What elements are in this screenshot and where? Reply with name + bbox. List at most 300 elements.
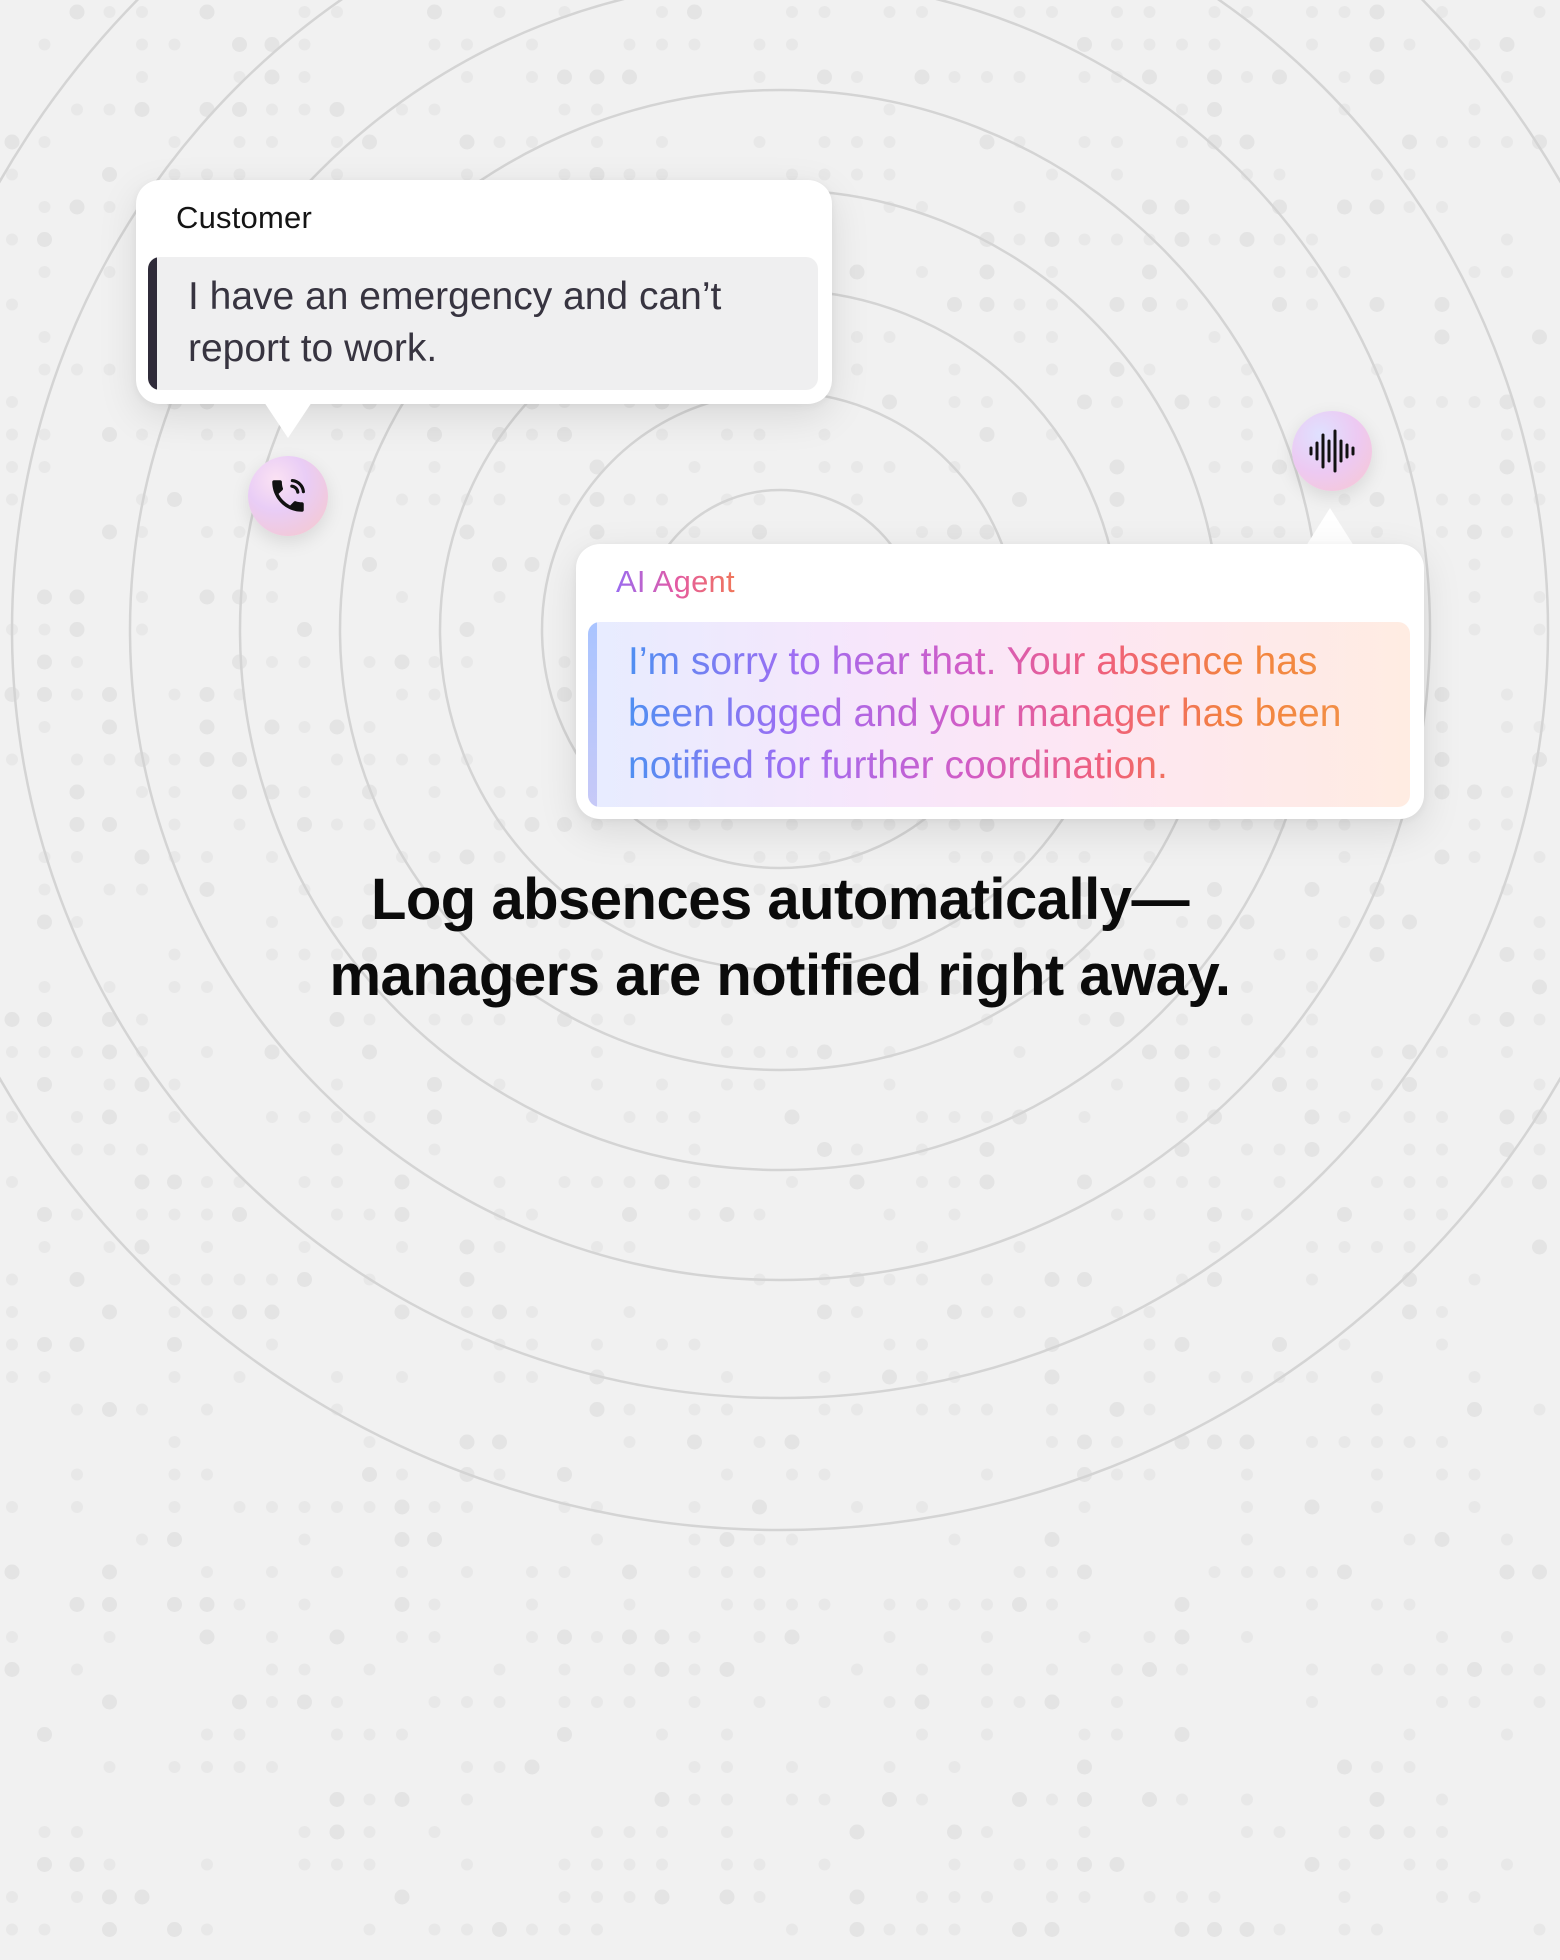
background-dot — [949, 1924, 961, 1936]
background-dot — [37, 1857, 52, 1872]
background-dot — [949, 1534, 961, 1546]
background-dot — [1176, 299, 1188, 311]
background-dot — [1209, 396, 1221, 408]
background-dot — [494, 786, 506, 798]
background-dot — [102, 1922, 117, 1937]
background-dot — [1370, 5, 1385, 20]
background-dot — [37, 1207, 52, 1222]
background-dot — [1046, 1859, 1058, 1871]
background-dot — [1404, 201, 1416, 213]
background-dot — [135, 1175, 150, 1190]
background-dot — [1469, 819, 1481, 831]
background-dot — [721, 1599, 733, 1611]
background-dot — [429, 1144, 441, 1156]
background-dot — [1014, 1566, 1026, 1578]
background-dot — [1501, 819, 1513, 831]
background-dot — [1046, 331, 1058, 343]
background-dot — [1274, 1924, 1286, 1936]
background-dot — [364, 656, 376, 668]
background-dot — [1404, 1859, 1416, 1871]
background-dot — [850, 265, 865, 280]
background-dot — [559, 1696, 571, 1708]
background-dot — [494, 494, 506, 506]
background-dot — [39, 136, 51, 148]
background-dot — [71, 1046, 83, 1058]
background-dot — [234, 1599, 246, 1611]
background-dot — [1046, 1599, 1058, 1611]
background-dot — [135, 1077, 150, 1092]
background-dot — [104, 201, 116, 213]
background-dot — [1079, 234, 1091, 246]
background-dot — [819, 136, 831, 148]
background-dot — [299, 39, 311, 51]
background-dot — [6, 1046, 18, 1058]
background-dot — [1240, 1435, 1255, 1450]
background-dot — [102, 1110, 117, 1125]
background-dot — [330, 1825, 345, 1840]
background-dot — [1501, 1859, 1513, 1871]
background-dot — [265, 70, 280, 85]
background-dot — [754, 1079, 766, 1091]
background-dot — [331, 1729, 343, 1741]
background-dot — [6, 169, 18, 181]
background-dot — [1046, 299, 1058, 311]
background-dot — [721, 1371, 733, 1383]
background-dot — [754, 1631, 766, 1643]
background-dot — [1404, 1436, 1416, 1448]
background-dot — [331, 429, 343, 441]
background-dot — [1176, 1111, 1188, 1123]
customer-quote-bar — [148, 257, 157, 390]
background-dot — [102, 1890, 117, 1905]
background-dot — [884, 1631, 896, 1643]
background-dot — [71, 1404, 83, 1416]
background-dot — [949, 1209, 961, 1221]
background-dot — [656, 1111, 668, 1123]
background-dot — [364, 1436, 376, 1448]
background-dot — [136, 39, 148, 51]
background-dot — [591, 1534, 603, 1546]
background-dot — [102, 1565, 117, 1580]
background-dot — [916, 1599, 928, 1611]
background-dot — [232, 102, 247, 117]
background-dot — [70, 1857, 85, 1872]
background-dot — [1110, 1402, 1125, 1417]
background-dot — [39, 1826, 51, 1838]
background-dot — [1305, 1857, 1320, 1872]
background-dot — [1370, 37, 1385, 52]
background-dot — [1175, 1922, 1190, 1937]
background-dot — [884, 1924, 896, 1936]
background-dot — [1404, 1761, 1416, 1773]
background-dot — [1436, 526, 1448, 538]
background-dot — [980, 1175, 995, 1190]
background-dot — [1110, 1012, 1125, 1027]
background-dot — [330, 1012, 345, 1027]
background-dot — [1436, 1469, 1448, 1481]
background-dot — [396, 1371, 408, 1383]
background-dot — [656, 1826, 668, 1838]
background-dot — [1144, 1631, 1156, 1643]
background-dot — [104, 1144, 116, 1156]
background-dot — [884, 1696, 896, 1708]
background-dot — [526, 429, 538, 441]
background-dot — [656, 169, 668, 181]
background-dot — [689, 1566, 701, 1578]
background-dot — [1176, 1891, 1188, 1903]
background-dot — [1077, 1175, 1092, 1190]
background-dot — [1306, 1664, 1318, 1676]
background-dot — [1534, 1696, 1546, 1708]
agent-quote-bar — [588, 622, 597, 807]
background-dot — [1532, 1240, 1547, 1255]
background-dot — [1436, 1794, 1448, 1806]
background-dot — [819, 1599, 831, 1611]
background-dot — [1111, 1664, 1123, 1676]
background-dot — [916, 266, 928, 278]
background-dot — [884, 169, 896, 181]
background-dot — [689, 1794, 701, 1806]
background-dot — [37, 655, 52, 670]
background-dot — [330, 102, 345, 117]
background-dot — [1274, 1144, 1286, 1156]
background-dot — [70, 1337, 85, 1352]
background-dot — [6, 494, 18, 506]
background-dot — [884, 1079, 896, 1091]
background-dot — [39, 331, 51, 343]
background-dot — [169, 1306, 181, 1318]
background-dot — [1175, 1727, 1190, 1742]
background-dot — [5, 687, 20, 702]
background-dot — [71, 104, 83, 116]
background-dot — [1467, 785, 1482, 800]
background-dot — [232, 1305, 247, 1320]
background-dot — [200, 720, 215, 735]
background-dot — [331, 1859, 343, 1871]
background-dot — [331, 1209, 343, 1221]
background-dot — [754, 429, 766, 441]
background-dot — [201, 1046, 213, 1058]
background-dot — [232, 1695, 247, 1710]
background-dot — [1306, 234, 1318, 246]
background-dot — [624, 1111, 636, 1123]
background-dot — [721, 1729, 733, 1741]
background-dot — [1371, 1599, 1383, 1611]
background-dot — [786, 6, 798, 18]
background-dot — [1371, 1079, 1383, 1091]
background-dot — [266, 1274, 278, 1286]
background-dot — [39, 624, 51, 636]
background-dot — [494, 1761, 506, 1773]
background-dot — [754, 1436, 766, 1448]
background-dot — [1046, 1664, 1058, 1676]
background-dot — [949, 1111, 961, 1123]
background-dot — [1500, 1565, 1515, 1580]
background-dot — [559, 656, 571, 668]
background-dot — [200, 5, 215, 20]
background-dot — [622, 1565, 637, 1580]
background-dot — [851, 1501, 863, 1513]
background-dot — [655, 1662, 670, 1677]
background-dot — [102, 1045, 117, 1060]
background-dot — [37, 1012, 52, 1027]
background-dot — [1435, 330, 1450, 345]
background-dot — [1144, 6, 1156, 18]
background-dot — [1501, 429, 1513, 441]
background-dot — [689, 1176, 701, 1188]
background-dot — [102, 817, 117, 832]
background-dot — [1077, 37, 1092, 52]
background-dot — [1436, 1891, 1448, 1903]
background-dot — [297, 1272, 312, 1287]
background-dot — [786, 169, 798, 181]
background-dot — [234, 1729, 246, 1741]
background-dot — [1274, 494, 1286, 506]
background-dot — [1404, 1599, 1416, 1611]
background-dot — [1046, 1436, 1058, 1448]
background-dot — [1404, 396, 1416, 408]
background-dot — [1079, 1014, 1091, 1026]
background-dot — [981, 1696, 993, 1708]
background-dot — [1175, 1337, 1190, 1352]
background-dot — [201, 1469, 213, 1481]
background-dot — [167, 1337, 182, 1352]
background-dot — [1142, 1662, 1157, 1677]
background-dot — [1370, 1792, 1385, 1807]
background-dot — [396, 1729, 408, 1741]
background-dot — [234, 429, 246, 441]
background-dot — [721, 1826, 733, 1838]
background-dot — [882, 1792, 897, 1807]
background-dot — [915, 70, 930, 85]
background-dot — [721, 1761, 733, 1773]
background-dot — [1045, 1922, 1060, 1937]
background-dot — [1209, 6, 1221, 18]
background-dot — [1469, 136, 1481, 148]
background-dot — [6, 1924, 18, 1936]
background-dot — [981, 1631, 993, 1643]
background-dot — [1077, 1435, 1092, 1450]
background-dot — [916, 1339, 928, 1351]
background-dot — [981, 396, 993, 408]
background-dot — [494, 6, 506, 18]
background-dot — [689, 39, 701, 51]
background-dot — [395, 1597, 410, 1612]
background-dot — [1014, 201, 1026, 213]
background-dot — [526, 39, 538, 51]
background-dot — [201, 1241, 213, 1253]
background-dot — [1272, 1337, 1287, 1352]
background-dot — [6, 1501, 18, 1513]
background-dot — [526, 1209, 538, 1221]
background-dot — [1469, 1274, 1481, 1286]
background-dot — [689, 1631, 701, 1643]
background-dot — [1241, 819, 1253, 831]
background-dot — [234, 169, 246, 181]
background-dot — [1045, 232, 1060, 247]
background-dot — [494, 1241, 506, 1253]
background-dot — [916, 6, 928, 18]
background-dot — [1404, 1111, 1416, 1123]
background-dot — [1274, 266, 1286, 278]
background-dot — [396, 494, 408, 506]
background-dot — [6, 461, 18, 473]
background-dot — [234, 1176, 246, 1188]
background-dot — [1501, 689, 1513, 701]
background-dot — [754, 136, 766, 148]
background-dot — [1339, 1891, 1351, 1903]
background-dot — [39, 1046, 51, 1058]
background-dot — [104, 1761, 116, 1773]
background-dot — [721, 1794, 733, 1806]
background-dot — [1532, 752, 1547, 767]
background-dot — [591, 1891, 603, 1903]
background-dot — [299, 104, 311, 116]
background-dot — [1404, 1534, 1416, 1546]
background-dot — [786, 1534, 798, 1546]
background-dot — [1079, 71, 1091, 83]
background-dot — [752, 1500, 767, 1515]
background-dot — [754, 71, 766, 83]
background-dot — [656, 6, 668, 18]
background-dot — [785, 1435, 800, 1450]
background-dot — [687, 1435, 702, 1450]
background-dot — [980, 265, 995, 280]
background-dot — [1111, 234, 1123, 246]
waveform-glyph — [1308, 429, 1356, 473]
background-dot — [1500, 37, 1515, 52]
background-dot — [981, 1599, 993, 1611]
background-dot — [492, 1435, 507, 1450]
background-dot — [395, 1500, 410, 1515]
background-dot — [299, 1176, 311, 1188]
background-dot — [1306, 1371, 1318, 1383]
background-dot — [882, 1370, 897, 1385]
background-dot — [656, 136, 668, 148]
background-dot — [1045, 1370, 1060, 1385]
background-dot — [1339, 1924, 1351, 1936]
background-dot — [6, 429, 18, 441]
background-dot — [786, 1599, 798, 1611]
background-dot — [1175, 1077, 1190, 1092]
background-dot — [980, 817, 995, 832]
background-dot — [266, 1761, 278, 1773]
background-dot — [70, 785, 85, 800]
background-dot — [526, 1924, 538, 1936]
background-dot — [1371, 1501, 1383, 1513]
background-dot — [981, 1274, 993, 1286]
background-dot — [71, 1891, 83, 1903]
background-dot — [655, 1630, 670, 1645]
background-dot — [1532, 1565, 1547, 1580]
headline — [0, 862, 1560, 1014]
background-dot — [1144, 1404, 1156, 1416]
background-dot — [362, 135, 377, 150]
background-dot — [429, 1501, 441, 1513]
background-dot — [266, 136, 278, 148]
background-dot — [169, 136, 181, 148]
background-dot — [1046, 6, 1058, 18]
background-dot — [299, 1241, 311, 1253]
background-dot — [1436, 1046, 1448, 1058]
background-dot — [331, 754, 343, 766]
background-dot — [1207, 1272, 1222, 1287]
background-dot — [1272, 297, 1287, 312]
background-dot — [494, 1696, 506, 1708]
background-dot — [460, 1435, 475, 1450]
background-dot — [330, 1630, 345, 1645]
background-dot — [1501, 526, 1513, 538]
background-dot — [1111, 1469, 1123, 1481]
background-dot — [492, 1305, 507, 1320]
background-dot — [689, 1111, 701, 1123]
background-dot — [884, 1339, 896, 1351]
background-dot — [526, 786, 538, 798]
background-dot — [1111, 1436, 1123, 1448]
background-dot — [1469, 1469, 1481, 1481]
background-dot — [70, 622, 85, 637]
background-dot — [396, 689, 408, 701]
background-dot — [1501, 1176, 1513, 1188]
background-dot — [200, 1630, 215, 1645]
background-dot — [817, 1142, 832, 1157]
background-dot — [362, 1467, 377, 1482]
background-dot — [232, 785, 247, 800]
background-dot — [1175, 1045, 1190, 1060]
background-dot — [200, 1597, 215, 1612]
background-dot — [1404, 1664, 1416, 1676]
background-dot — [1339, 71, 1351, 83]
background-dot — [167, 1597, 182, 1612]
background-dot — [590, 492, 605, 507]
background-dot — [1176, 136, 1188, 148]
background-dot — [591, 819, 603, 831]
background-dot — [1404, 39, 1416, 51]
background-dot — [754, 461, 766, 473]
background-dot — [1306, 299, 1318, 311]
background-dot — [1110, 1857, 1125, 1872]
background-dot — [1111, 6, 1123, 18]
background-dot — [6, 1306, 18, 1318]
background-dot — [624, 1014, 636, 1026]
background-dot — [916, 1111, 928, 1123]
background-dot — [104, 1859, 116, 1871]
background-dot — [525, 557, 540, 572]
background-dot — [299, 1664, 311, 1676]
background-dot — [624, 1306, 636, 1318]
background-dot — [850, 1175, 865, 1190]
background-dot — [1241, 1469, 1253, 1481]
background-dot — [299, 1111, 311, 1123]
background-dot — [494, 136, 506, 148]
background-dot — [331, 819, 343, 831]
background-dot — [947, 1825, 962, 1840]
background-dot — [559, 494, 571, 506]
background-dot — [689, 1761, 701, 1773]
background-dot — [655, 1792, 670, 1807]
background-dot — [234, 1761, 246, 1773]
background-dot — [102, 1597, 117, 1612]
background-dot — [819, 1794, 831, 1806]
background-dot — [851, 461, 863, 473]
background-dot — [299, 6, 311, 18]
background-dot — [1142, 265, 1157, 280]
background-dot — [947, 1305, 962, 1320]
background-dot — [1501, 721, 1513, 733]
background-dot — [850, 1890, 865, 1905]
background-dot — [591, 1696, 603, 1708]
background-dot — [1534, 429, 1546, 441]
